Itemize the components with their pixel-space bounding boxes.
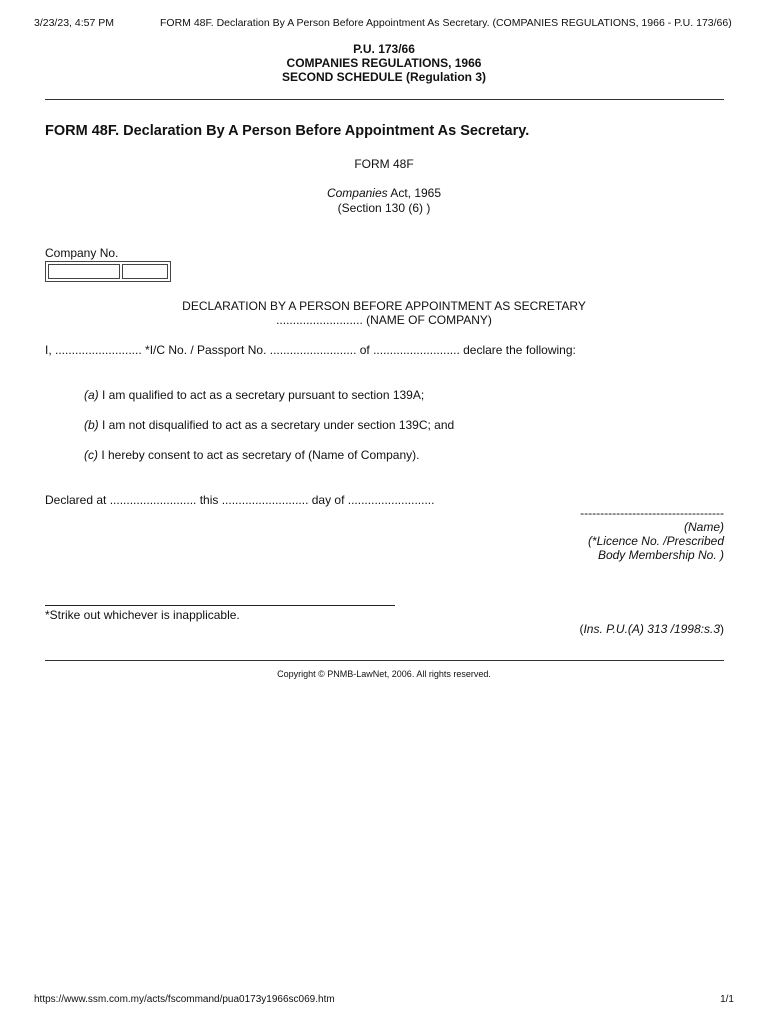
declaration-intro: I, .......................... *I/C No. / Passport No. .......................... of .......................... declare the following: [45, 343, 576, 357]
company-no-field-1[interactable] [48, 264, 120, 279]
print-url: https://www.ssm.com.my/acts/fscommand/pua0173y1966sc069.htm [34, 994, 335, 1005]
footnote-divider [45, 605, 395, 606]
declared-at-line: Declared at .......................... this .......................... day of .......................... [45, 493, 435, 507]
signature-licence-line-1: (*Licence No. /Prescribed [587, 534, 724, 548]
header-divider [45, 99, 724, 100]
signature-line: ------------------------------------ [580, 506, 724, 520]
section-reference: (Section 130 (6) ) [337, 201, 431, 215]
company-name-line: .......................... (NAME OF COMPANY) [276, 313, 492, 327]
company-no-label: Company No. [45, 246, 119, 260]
insertion-reference: (Ins. P.U.(A) 313 /1998:s.3) [579, 622, 724, 636]
item-text: I am not disqualified to act as a secretary under section 139C; and [98, 418, 455, 432]
company-no-box [45, 261, 171, 282]
act-line [0, 186, 768, 200]
act-name-italic: Companies [326, 186, 388, 200]
declaration-heading: DECLARATION BY A PERSON BEFORE APPOINTMENT AS SECRETARY [182, 299, 586, 313]
signature-name: (Name) [683, 520, 724, 534]
form-number: FORM 48F [354, 157, 414, 171]
pu-number: P.U. 173/66 [353, 42, 415, 56]
copyright-notice: Copyright © PNMB-LawNet, 2006. All rights reserved. [277, 669, 491, 679]
footnote: *Strike out whichever is inapplicable. [45, 608, 240, 622]
form-title: FORM 48F. Declaration By A Person Before Appointment As Secretary. [45, 123, 530, 139]
act-year: Act, 1965 [387, 186, 442, 200]
company-no-field-2[interactable] [122, 264, 168, 279]
print-datetime: 3/23/23, 4:57 PM [34, 17, 114, 29]
item-text: I hereby consent to act as secretary of (Name of Company). [98, 448, 420, 462]
item-marker: (c) [84, 448, 98, 462]
declaration-item-a [84, 388, 424, 402]
declaration-item-c [84, 448, 419, 462]
item-marker: (b) [84, 418, 99, 432]
regulations-title: COMPANIES REGULATIONS, 1966 [286, 56, 482, 70]
print-page-title: FORM 48F. Declaration By A Person Before Appointment As Secretary. (COMPANIES REGULATIONS, 1966 - P.U. 173/66) [160, 17, 732, 29]
insertion-citation: Ins. P.U.(A) 313 /1998:s.3 [583, 622, 720, 636]
signature-licence-line-2: Body Membership No. ) [597, 548, 724, 562]
declaration-item-b [84, 418, 454, 432]
item-text: I am qualified to act as a secretary pursuant to section 139A; [98, 388, 425, 402]
schedule-title: SECOND SCHEDULE (Regulation 3) [281, 70, 486, 84]
item-marker: (a) [84, 388, 99, 402]
print-page-count: 1/1 [720, 994, 734, 1005]
footer-divider [45, 660, 724, 661]
